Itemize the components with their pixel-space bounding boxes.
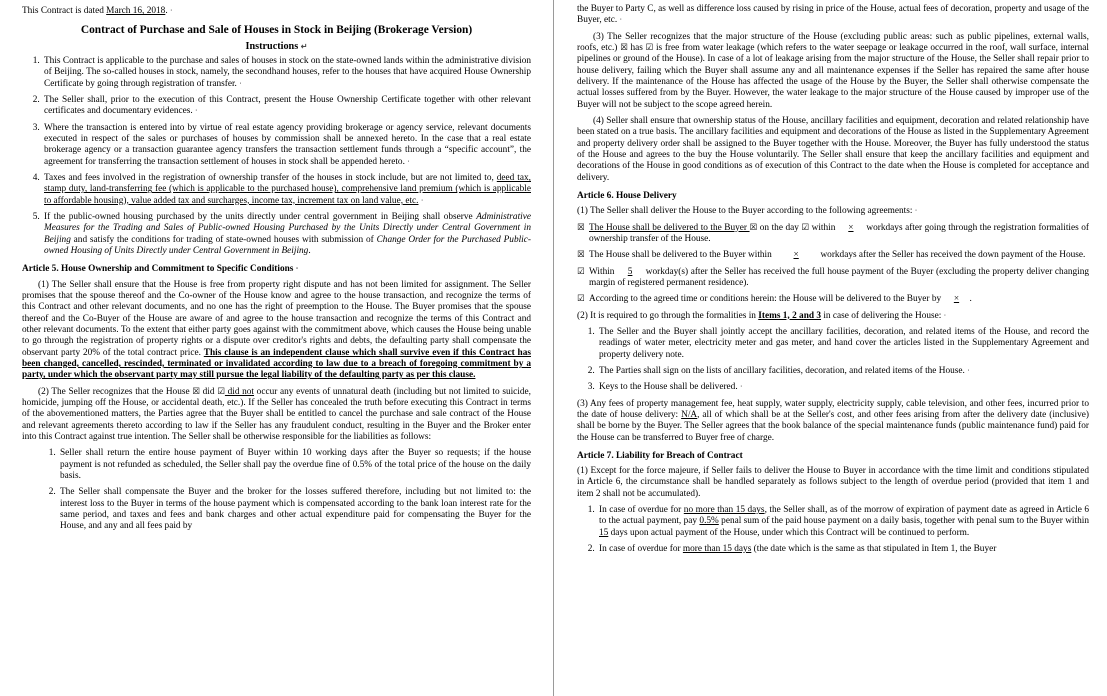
instructions-heading: Instructions ↵ — [245, 41, 308, 53]
article5-p2-did-label: did — [199, 386, 218, 397]
article6-p2-tail: in case of delivering the House: — [821, 310, 942, 321]
article5-paragraph-2 — [22, 387, 531, 444]
instruction-text-5-mid: and satisfy the conditions for trading of state-owned houses with submission of — [70, 234, 377, 245]
instruction-text-1: This Contract is applicable to the purchase and sales of houses in stock on the state-owned lands within the administrative division of Beijing. The so-called houses in stock, namely, the secondhand houses, refer to the houses that have acquired House Ownership Certificate by going through registration of transfer. — [44, 56, 531, 89]
instruction-text-2: The Seller shall, prior to the execution of this Contract, present the House Ownership Certificate together with other relevant certificates and documentary evidences. — [44, 95, 531, 117]
pilcrow-mark: ‧ — [407, 156, 410, 166]
article7-item-1-c: penal sum of the paid house payment on a daily basis, together with penal sum to the Buyer within — [718, 516, 1089, 527]
checkbox-within-days[interactable]: ☑ — [801, 222, 810, 233]
list-item — [597, 366, 1089, 377]
article7-item-1-u1: no more than 15 days — [683, 505, 765, 516]
instructions-list — [22, 56, 531, 257]
delivery-option-4-part-a: According to the agreed time or conditions herein: the House will be delivered to the Buyer by — [589, 294, 944, 305]
list-item — [58, 487, 531, 532]
list-item — [42, 173, 531, 207]
pilcrow-mark: ‧ — [914, 206, 918, 216]
article7-item-1-u3: 15 — [599, 527, 609, 538]
checkbox-did[interactable]: ☒ — [192, 386, 200, 397]
article5-p2-lead: (2) The Seller recognizes that the House — [38, 386, 193, 397]
pilcrow-mark: ‧ — [420, 195, 424, 205]
article7-item-2-u1: more than 15 days — [682, 544, 752, 555]
article6-item-2: The Parties shall sign on the lists of ancillary facilities, decoration, and related items of the House. — [599, 365, 965, 376]
instruction-text-3: Where the transaction is entered into by virtue of real estate agency providing brokerage or agency service, relevant documents executed in respect of the sales or purchases of houses by commission shall be annexed hereto. In the case that a real estate brokerage agency or a transaction guarantee agency transfers the transaction settlement funds through a “specific account”, the agreement for transferring the transaction settlement of houses in stock shall be appended hereto. — [44, 122, 531, 167]
article6-item-3: Keys to the House shall be delivered. — [599, 382, 738, 393]
delivery-option-1-text — [589, 223, 1089, 246]
article6-paragraph-3 — [577, 399, 1089, 444]
list-item — [42, 95, 531, 118]
left-column — [0, 0, 545, 696]
delivery-option-4-date-field[interactable]: × — [953, 294, 960, 305]
pilcrow-mark: ‧ — [619, 15, 623, 25]
delivery-option-3-days-field[interactable]: 5 — [627, 266, 633, 277]
article6-heading: Article 6. House Delivery — [577, 190, 677, 201]
article7-item-2-b: (the date which is the same as that stipulated in Item 1, the Buyer — [751, 544, 997, 555]
article5-heading: Article 5. House Ownership and Commitment to Specific Conditions ‧ — [22, 264, 299, 275]
contract-date-line — [22, 6, 531, 17]
article5-paragraph-1 — [22, 280, 531, 382]
pilcrow-mark: ‧ — [967, 365, 970, 375]
delivery-option-3-part-d: workday(s) after the Seller has received the full house payment of the Buyer (excluding the property deliver changing margin of registered permanent residence). — [589, 266, 1090, 288]
pilcrow-mark: ‧ — [739, 382, 743, 392]
right-column — [563, 0, 1107, 696]
delivery-option-1-within: within — [809, 222, 836, 233]
list-item — [597, 544, 1089, 555]
contract-date-value: March 16, 2018 — [106, 6, 166, 16]
delivery-option-2-part-d: workdays after the Seller has received the down payment of the House. — [820, 250, 1086, 261]
article5-p3-lead: (3) The Seller recognizes that the major structure of the House (excluding public areas: such as public pipelines, external walls, roofs, etc.) — [577, 31, 1089, 53]
delivery-option-2-part-a: The House shall be delivered to the Buyer within — [589, 250, 772, 261]
checkbox-delivery-option-1[interactable]: ☒ — [577, 222, 585, 233]
delivery-option-2[interactable] — [577, 250, 1089, 261]
delivery-option-2-text — [589, 250, 1089, 261]
instruction-text-5-lead: If the public-owned housing purchased by the units directly under central government in Beijing shall observe — [44, 211, 477, 222]
pilcrow-mark: ‧ — [195, 106, 198, 116]
checkbox-did-not[interactable]: ☑ — [217, 386, 225, 397]
article6-p3-fee-field[interactable]: N/A — [681, 409, 698, 420]
list-item — [597, 505, 1089, 539]
article6-numbered-list — [577, 327, 1089, 394]
article7-item-1-d: days upon actual payment of the House, under which this Contract will be continued to perform. — [608, 527, 970, 538]
delivery-option-4-text — [589, 294, 1089, 305]
article6-paragraph-2 — [577, 311, 1089, 322]
delivery-option-3-text — [589, 267, 1089, 290]
article5-sub-item-2: The Seller shall compensate the Buyer and the broker for the losses suffered therefore, including but not limited to: the interest loss to the Buyer in terms of the house payment which is compensated according to the bank loan interest rate for the same period, and taxes and fees and bank charges and other actual expenditure paid for compensating the Buyer for the House, and any and all fees paid by — [60, 487, 531, 532]
checkbox-delivery-option-3[interactable]: ☑ — [577, 266, 585, 277]
date-line-prefix: This Contract is dated — [22, 6, 107, 16]
list-item — [58, 448, 531, 482]
article5-p2-rest: occur any events of unnatural death (including but not limited to suicide, homicide, jumping off the House, or accidental death, etc.). If the Seller has concealed the truth before executing this Contract in terms of the abovementioned matters, the Parties agree that the Buyer shall be entitled to cancel the purchase and sale contract of the House and relevant agreements thereto according to law if the Seller has any fraudulent conduct, resulting in the Buyer and the Broker enter into this Contract against true intention. The Seller shall be otherwise responsible for the liabilities as follows: — [22, 386, 531, 442]
article7-item-1-a: In case of overdue for — [599, 505, 684, 516]
pilcrow-mark: ‧ — [169, 6, 173, 15]
article7-item-2-a: In case of overdue for — [599, 544, 683, 555]
checkbox-delivery-option-4[interactable]: ☑ — [577, 294, 585, 305]
article5-paragraph-3 — [577, 32, 1089, 111]
article5-p1-emphasis: This clause is an independent clause which shall survive even if this Contract has been changed, cancelled, rescinded, terminated or invalidated according to law due to a breach of foregoing commitment by a party, under which the observant party may still pursue the legal liability of the defaulting party as per this clause. — [22, 347, 531, 381]
article5-paragraph-4 — [577, 116, 1089, 184]
continued-paragraph — [577, 4, 1089, 27]
article6-item-1: The Seller and the Buyer shall jointly accept the ancillary facilities, decoration, and related items of the House, and record the readings of water meter, electricity meter and gas meter, and hand cover the articles listed in the Supplementary Agreement and property delivery note. — [599, 326, 1089, 360]
list-item — [597, 382, 1089, 393]
article7-p1-text: (1) Except for the force majeure, if Seller fails to deliver the House to Buyer in accordance with the time limit and conditions stipulated in Article 6, the circumstance shall be handled separately as follows subject to the length of overdue period (provided that item 1 and item 2 shall not be accumulated). — [577, 466, 1089, 499]
pilcrow-mark: ‧ — [943, 310, 947, 320]
list-item — [42, 56, 531, 90]
article6-p3-part-a: (3) Any fees of property management fee, heat supply, water supply, electricity supply, cable television, and other fees, incurred prior to the date of house delivery: — [577, 398, 1089, 420]
instruction-text-5-italic-1: Administrative Measures for the Trading and Sales of Public-owned Housing Purchased by the Units Directly under Central Government in Beijing — [44, 211, 531, 245]
pilcrow-mark: ↵ — [300, 42, 308, 52]
article5-p1-text: (1) The Seller shall ensure that the House is free from property right dispute and has not been limited for assignment. The Seller promises that the spouse thereof and the Co-owner of the House know and agree to the house transaction, and recognize the terms of this Contract and other relevant documents, and no one has the right of preemption to the House. The Buyer promises that the spouse thereof and the Co-Buyer of the House are aware of and agree to the house transaction and recognize the terms of this Contract and other relevant documents. To the extent that either party goes against with the commitment above, which causes the House being unable to go through the registration of property rights or a dispute over creditor's rights and debts, the defaulting party shall compensate the observant party 20% of the total contract price. — [22, 279, 531, 358]
instruction-text-5-tail: . — [308, 245, 311, 256]
article5-sub-item-1: Seller shall return the entire house payment of Buyer within 10 working days after the Buyer so requests; if the house payment is not refunded as scheduled, the Seller shall pay the overdue fine of 0.5% of the total price of the house on the daily basis. — [60, 448, 531, 481]
pilcrow-mark: ‧ — [239, 78, 242, 88]
checkbox-free-from-leakage[interactable]: ☑ — [645, 42, 654, 53]
article5-sub-list — [22, 448, 531, 532]
list-item — [597, 327, 1089, 361]
article6-p3-part-b: , all of which shall be at the Seller's cost, and other fees arising from after the delivery date (inclusive) shall be borne by the Buyer. The Seller agrees that the book balance of the special maintenance funds (public maintenance fund) paid for the House can be transferred to Buyer free of charge. — [577, 409, 1089, 443]
delivery-option-1-part-a: The House shall be delivered to the Buyer — [589, 222, 750, 233]
delivery-option-4-part-d: . — [969, 294, 972, 305]
article6-paragraph-1 — [577, 206, 1089, 217]
delivery-options-list — [577, 223, 1089, 306]
list-item — [42, 212, 531, 257]
instruction-text-4-lead: Taxes and fees involved in the registration of ownership transfer of the houses in stock include, but are not limited to, — [44, 172, 497, 183]
delivery-option-1[interactable] — [577, 223, 1089, 246]
delivery-option-1-on-the-day: on the day — [757, 222, 802, 233]
instruction-text-5-italic-2: Change Order for the Purchased Public-owned Housing of Units Directly under Central Government in Beijing — [44, 234, 531, 256]
checkbox-delivery-option-2[interactable]: ☒ — [577, 250, 585, 261]
continued-text: the Buyer to Party C, as well as difference loss caused by rising in price of the House, actual fees of decoration, property and usage of the Buyer, etc. — [577, 4, 1089, 26]
article6-p1-text: (1) The Seller shall deliver the House to the Buyer according to the following agreements: — [577, 206, 913, 217]
checkbox-on-the-day[interactable]: ☒ — [749, 222, 758, 233]
article7-item-1-b: , the Seller shall, as of the morrow of expiration of payment date as agreed in Article 6 to the actual payment, pay — [599, 505, 1090, 527]
delivery-option-2-days-field[interactable]: × — [793, 250, 799, 261]
list-item — [42, 123, 531, 168]
delivery-option-4[interactable] — [577, 294, 1089, 305]
article7-item-1-u2: 0.5% — [699, 516, 719, 527]
article5-p3-rest: is free from water leakage (which refers to the water seepage or leakage occurred in the roof, wall surface, internal pipelines or ground of the House). In case of a lot of leakage arising from the major structure of the House, the Seller shall repair prior to house delivery, failing which the Buyer shall assume any and all maintenance expenses if the Seller has repaired the same after house delivery. If the maintenance of the House has affected the usage of the House by the Buyer, the Seller shall otherwise compensate the actual losses suffered from by the Buyer. However, the water leakage to the major structure of the House caused by improper use of the Buyer will not be subject to the scope agreed herein. — [577, 42, 1089, 110]
article7-numbered-list — [577, 505, 1089, 555]
article5-p2-didnot-label: did not — [224, 386, 255, 397]
article7-paragraph-1 — [577, 466, 1089, 500]
date-line-suffix: . — [165, 6, 168, 16]
article5-p3-has-label: has — [627, 42, 646, 53]
checkbox-has-leakage[interactable]: ☒ — [620, 42, 628, 53]
delivery-option-3[interactable] — [577, 267, 1089, 290]
delivery-option-3-part-a: Within — [589, 266, 615, 277]
document-title: Contract of Purchase and Sale of Houses in Stock in Beijing (Brokerage Version) — [80, 24, 473, 37]
instruction-text-4-underlined: deed tax, stamp duty, land-transferring fee (which is applicable to the purchased house), comprehensive land premium (which is applicable to affordable housing), value added tax and surcharges, income tax, increment tax on land value, etc. — [44, 172, 531, 206]
delivery-option-1-days-field[interactable]: × — [848, 222, 854, 233]
article7-heading: Article 7. Liability for Breach of Contract — [577, 450, 743, 461]
pilcrow-mark: ‧ — [295, 264, 299, 274]
delivery-option-1-part-d: workdays after going through the registration formalities of ownership transfer of the House. — [589, 222, 1089, 244]
article6-p2-lead: (2) It is required to go through the formalities in — [577, 310, 759, 321]
column-divider — [545, 0, 563, 696]
article5-p4-text: (4) Seller shall ensure that ownership status of the House, ancillary facilities and equipment, decoration and related relationship have been stated on a true basis. The ancillary facilities and equipment and decorations of the House as listed in the Supplementary Agreement and property delivery order shall be assigned to the Buyer together with the House. Moreover, the Buyer has fully understood the status of the House and agrees to the buy the House voluntarily. The Seller shall ensure that keep the ancillary facilities and equipment and decorations of the House in good conditions as of execution of this Contract to the date when the House is completed for acceptance and delivery. — [577, 115, 1089, 183]
article6-p2-items: Items 1, 2 and 3 — [758, 310, 822, 321]
